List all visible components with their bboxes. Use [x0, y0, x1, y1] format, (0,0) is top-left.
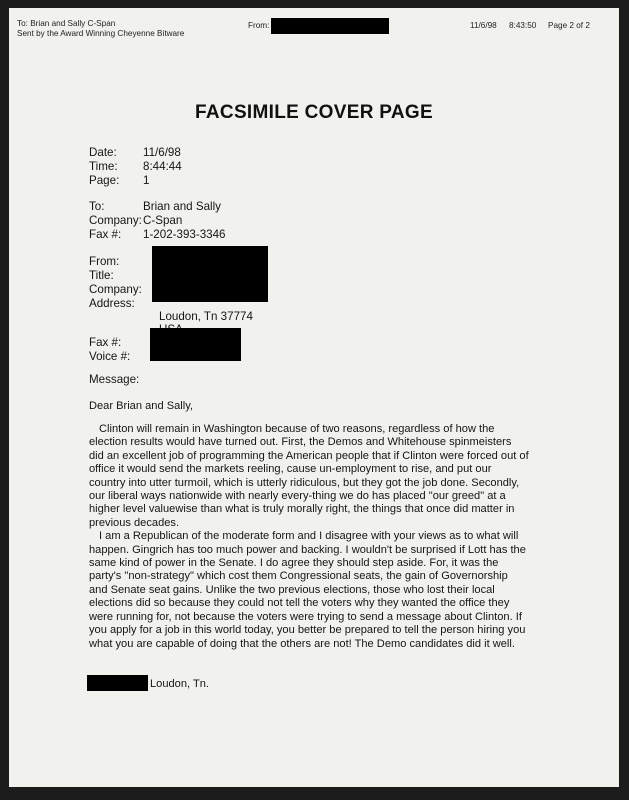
- signature-location: Loudon, Tn.: [150, 678, 210, 690]
- header-date: 11/6/98: [470, 21, 497, 30]
- time-value: 8:44:44: [143, 160, 182, 173]
- header-from-redaction: [271, 18, 389, 34]
- time-label: Time:: [89, 160, 118, 173]
- fax-label: Fax #:: [89, 228, 122, 241]
- header-from-label: From:: [248, 21, 270, 30]
- voice-label: Voice #:: [89, 350, 131, 363]
- fax-value: 1-202-393-3346: [143, 228, 226, 241]
- company-label: Company:: [89, 214, 142, 227]
- paragraph-1: Clinton will remain in Washington because of two reasons, regardless of how the election results would have turned out. First, the Demos and Whitehouse spinmeisters did an excellent job of programming the American people that if Clinton were forced out of office it would send the markets reeling, cause un-employment to rise, and put our country into utter turmoil, which is utterly ridiculous, but they got the job done. Secondly, our liberal ways nationwide with nearly every-thing we do has placed "our greed" at a higher level valuewise than what is truly morally right, the things that once did matter in previous decades.: [89, 423, 529, 529]
- page-value: 1: [143, 174, 150, 187]
- sender-redaction: [152, 246, 268, 302]
- page-label: Page:: [89, 174, 120, 187]
- from-fax-label: Fax #:: [89, 336, 122, 349]
- to-value: Brian and Sally: [143, 200, 221, 213]
- header-to-line: To: Brian and Sally C-Span: [17, 19, 116, 28]
- to-label: To:: [89, 200, 105, 213]
- from-label: From:: [89, 255, 120, 268]
- cover-page-title: FACSIMILE COVER PAGE: [195, 102, 433, 123]
- from-company-label: Company:: [89, 283, 142, 296]
- date-value: 11/6/98: [143, 146, 181, 159]
- header-page: Page 2 of 2: [548, 21, 590, 30]
- title-label: Title:: [89, 269, 114, 282]
- header-time: 8:43:50: [509, 21, 537, 30]
- fax-page: [9, 8, 619, 787]
- salutation: Dear Brian and Sally,: [89, 400, 194, 412]
- letter-body: [89, 423, 529, 651]
- company-value: C-Span: [143, 214, 183, 227]
- paragraph-2: I am a Republican of the moderate form and I disagree with your views as to what will happen. Gingrich has too much power and backing. I wouldn't be surprised if Lott has the same kind of power in the Senate. I do agree they should step aside. For, it was the party's "non-strategy" which cost them Congressional seats, the gain of Governorship and Senate seat gains. Unlike the two previous elections, those who lost their local elections did so because they could not tell the voters why they wanted the office they were running for, not because the voters were trying to send a message about Clinton. If you apply for a job in this world today, you better be prepared to tell the person hiring you what you are capable of doing that the others are not! The Demo candidates did it well.: [89, 530, 526, 650]
- message-label: Message:: [89, 373, 140, 386]
- signature-redaction: [87, 675, 148, 691]
- date-label: Date:: [89, 146, 117, 159]
- header-sent-by: Sent by the Award Winning Cheyenne Bitware: [17, 29, 185, 38]
- address-line-1: Loudon, Tn 37774: [159, 310, 253, 323]
- phone-redaction: [150, 328, 241, 361]
- address-label: Address:: [89, 297, 135, 310]
